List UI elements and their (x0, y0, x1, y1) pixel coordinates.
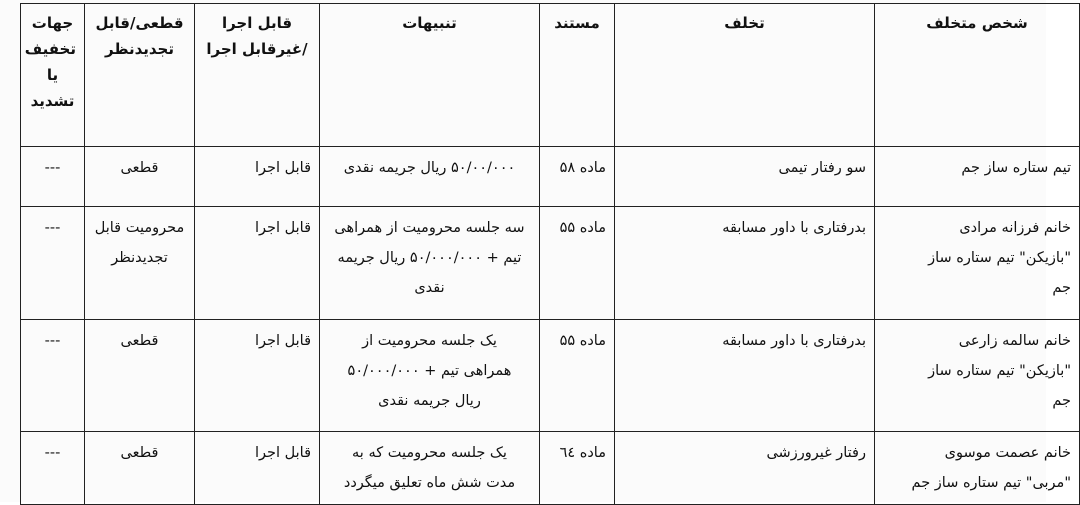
disciplinary-rulings-table (20, 3, 1080, 505)
table-row (21, 432, 1080, 505)
cell-person: تیم ستاره ساز جم (875, 147, 1080, 207)
cell-reason: --- (21, 147, 85, 207)
cell-person: خانم عصمت موسوی "مربی" تیم ستاره ساز جم (875, 432, 1080, 505)
header-reason: جهات تخفیف یا تشدید (21, 4, 85, 147)
table-row (21, 207, 1080, 320)
table-row (21, 147, 1080, 207)
cell-penalties: سه جلسه محرومیت از همراهی تیم + ۵۰/۰۰۰/۰۰۰ ریال جریمه نقدی (320, 207, 540, 320)
cell-penalties: ۵۰/۰۰/۰۰۰ ریال جریمه نقدی (320, 147, 540, 207)
cell-violation: رفتار غیرورزشی (615, 432, 875, 505)
cell-document: ماده ۵۸ (540, 147, 615, 207)
cell-final: قطعی (85, 147, 195, 207)
cell-final: قطعی (85, 320, 195, 432)
cell-executable: قابل اجرا (195, 320, 320, 432)
header-violation: تخلف (615, 4, 875, 147)
cell-penalties: یک جلسه محرومیت که به مدت شش ماه تعلیق میگردد (320, 432, 540, 505)
header-document: مستند (540, 4, 615, 147)
cell-violation: بدرفتاری با داور مسابقه (615, 320, 875, 432)
header-person: شخص متخلف (875, 4, 1080, 147)
table-header-row (21, 4, 1080, 147)
cell-penalties: یک جلسه محرومیت از همراهی تیم + ۵۰/۰۰۰/۰۰۰ ریال جریمه نقدی (320, 320, 540, 432)
cell-final: قطعی (85, 432, 195, 505)
cell-reason: --- (21, 320, 85, 432)
cell-violation: سو رفتار تیمی (615, 147, 875, 207)
cell-executable: قابل اجرا (195, 207, 320, 320)
cell-document: ماده ۵۵ (540, 320, 615, 432)
table-row (21, 320, 1080, 432)
cell-final: محرومیت قابل تجدیدنظر (85, 207, 195, 320)
header-executable: قابل اجرا /غیرقابل اجرا (195, 4, 320, 147)
header-penalties: تنبیهات (320, 4, 540, 147)
cell-reason: --- (21, 432, 85, 505)
cell-person: خانم سالمه زارعی "بازیکن" تیم ستاره ساز جم (875, 320, 1080, 432)
cell-document: ماده ٦٤ (540, 432, 615, 505)
cell-person: خانم فرزانه مرادی "بازیکن" تیم ستاره ساز جم (875, 207, 1080, 320)
header-final: قطعی/قابل تجدیدنظر (85, 4, 195, 147)
cell-reason: --- (21, 207, 85, 320)
cell-executable: قابل اجرا (195, 432, 320, 505)
cell-document: ماده ۵۵ (540, 207, 615, 320)
cell-executable: قابل اجرا (195, 147, 320, 207)
cell-violation: بدرفتاری با داور مسابقه (615, 207, 875, 320)
